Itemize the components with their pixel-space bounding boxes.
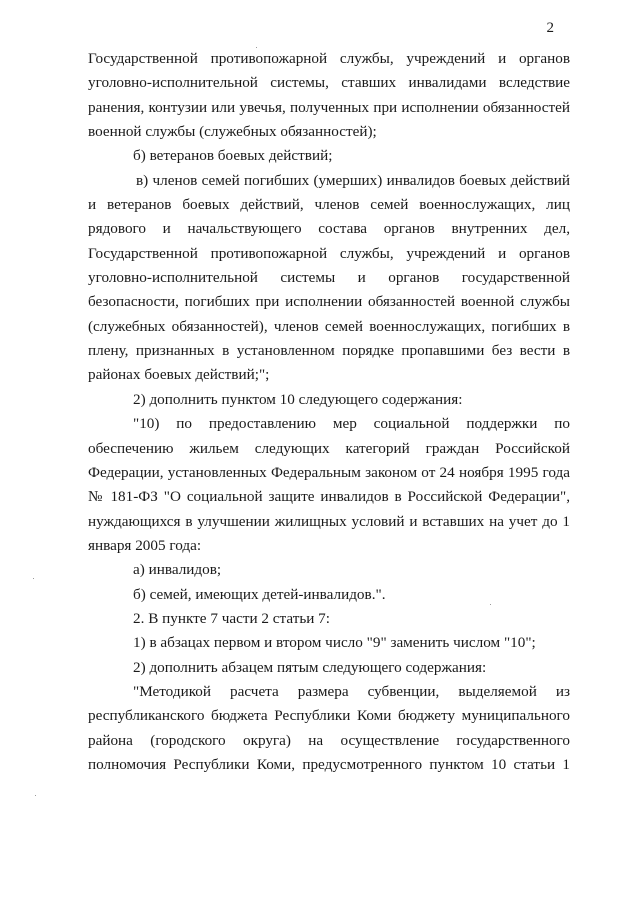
list-item-a: а) инвалидов;: [133, 561, 222, 579]
list-item-b: б) ветеранов боевых действий;: [133, 147, 333, 165]
subitem-1: 1) в абзацах первом и втором число "9" заменить числом "10";: [133, 634, 536, 652]
scan-speck: [33, 578, 34, 579]
methodology-paragraph: "Методикой расчета размера субвенции, выделяемой из республиканского бюджета Республики Коми бюджету муниципального района (городского округа) на осуществление государственного полномочия Республики Коми, предусмотренного пунктом 10 статьи 1: [88, 682, 570, 773]
amendment-item-2: 2) дополнить пунктом 10 следующего содержания:: [133, 390, 463, 408]
page-number: 2: [546, 20, 554, 36]
document-body: [88, 47, 570, 777]
new-point-10: "10) по предоставлению мер социальной поддержки по обеспечению жильем следующих категорий граждан Российской Федерации, установленных Федеральным законом от 24 ноября 1995 года № 181-ФЗ "О социальной защите инвалидов в Российской Федерации", нуждающихся в улучшении жилищных условий и вставших на учет до 1 января 2005 года:: [88, 415, 570, 554]
subitem-2: 2) дополнить абзацем пятым следующего содержания:: [133, 658, 487, 676]
list-item-b-children: б) семей, имеющих детей-инвалидов.".: [133, 585, 386, 603]
scan-speck: [256, 47, 257, 48]
section-2-heading: 2. В пункте 7 части 2 статьи 7:: [133, 609, 330, 627]
paragraph-continuation: Государственной противопожарной службы, учреждений и органов уголовно-исполнительной системы, ставших инвалидами вследствие ранения, контузии или увечья, полученных при исполнении обязанностей военной службы (служебных обязанностей);: [88, 50, 570, 141]
scan-speck: [490, 604, 491, 605]
list-item-v: в) членов семей погибших (умерших) инвалидов боевых действий и ветеранов боевых действий, членов семей военнослужащих, лиц рядового и начальствующего состава органов внутренних дел, Государственной противопожарной службы, учреждений и органов уголовно-исполнительной системы и органов государственной безопасности, погибших при исполнении обязанностей военной службы (служебных обязанностей), членов семей военнослужащих, погибших в плену, признанных в установленном порядке пропавшими без вести в районах боевых действий;";: [88, 171, 570, 384]
scan-speck: [35, 795, 36, 796]
